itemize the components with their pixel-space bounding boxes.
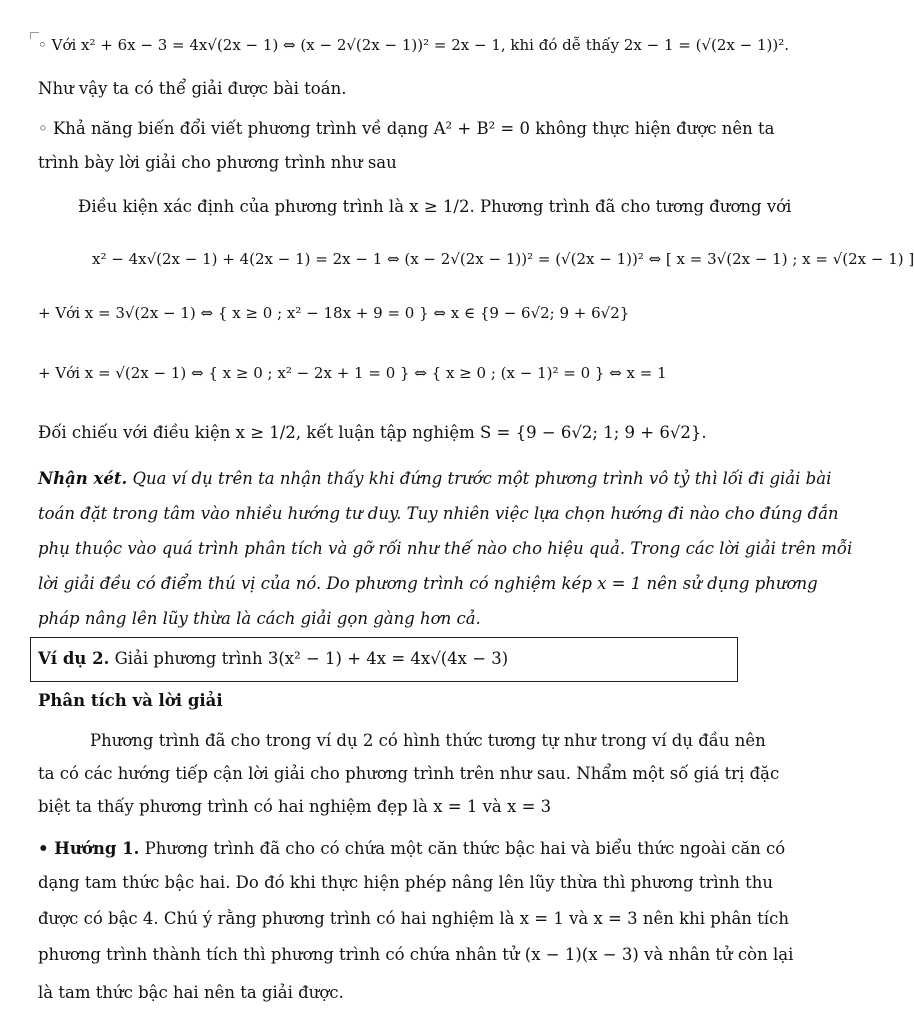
remark-line: lời giải đều có điểm thú vị của nó. Do phương trình có nghiệm kép x = 1 nên sử dụng phương <box>38 574 818 593</box>
analysis-line: biệt ta thấy phương trình có hai nghiệm đẹp là x = 1 và x = 3 <box>38 797 552 816</box>
example-label: Ví dụ 2. <box>38 649 110 668</box>
analysis-line: ta có các hướng tiếp cận lời giải cho phương trình trên như sau. Nhẩm một số giá trị đặc <box>38 764 780 783</box>
text-line: Như vậy ta có thể giải được bài toán. <box>38 79 347 98</box>
direction-label: • Hướng 1. <box>38 839 140 858</box>
remark-label: Nhận xét. <box>38 469 128 488</box>
equation-line: x² − 4x√(2x − 1) + 4(2x − 1) = 2x − 1 ⇔ (x − 2√(2x − 1))² = (√(2x − 1))² ⇔ [ x = 3√(2x − 1) ; x = √(2x − 1) ] <box>92 250 914 268</box>
direction-line: dạng tam thức bậc hai. Do đó khi thực hiện phép nâng lên lũy thừa thì phương trình thu <box>38 873 774 892</box>
text-line: ◦ Khả năng biến đổi viết phương trình về dạng A² + B² = 0 không thực hiện được nên ta <box>38 119 775 138</box>
direction-line: là tam thức bậc hai nên ta giải được. <box>38 983 344 1002</box>
equation-line: + Với x = √(2x − 1) ⇔ { x ≥ 0 ; x² − 2x + 1 = 0 } ⇔ { x ≥ 0 ; (x − 1)² = 0 } ⇔ x = 1 <box>38 364 667 382</box>
remark-line: pháp nâng lên lũy thừa là cách giải gọn gàng hơn cả. <box>38 609 481 628</box>
analysis-line: Phương trình đã cho trong ví dụ 2 có hình thức tương tự như trong ví dụ đầu nên <box>90 731 766 750</box>
example-line <box>38 648 732 670</box>
text-line: Đối chiếu với điều kiện x ≥ 1/2, kết luận tập nghiệm S = {9 − 6√2; 1; 9 + 6√2}. <box>38 423 707 442</box>
text-line: Điều kiện xác định của phương trình là x ≥ 1/2. Phương trình đã cho tương đương với <box>78 197 792 216</box>
equation-line: + Với x = 3√(2x − 1) ⇔ { x ≥ 0 ; x² − 18x + 9 = 0 } ⇔ x ∈ {9 − 6√2; 9 + 6√2} <box>38 304 630 322</box>
text-line: ◦ Với x² + 6x − 3 = 4x√(2x − 1) ⇔ (x − 2√(2x − 1))² = 2x − 1, khi đó dễ thấy 2x − 1 = (√(2x − 1))². <box>38 36 790 54</box>
remark-line: phụ thuộc vào quá trình phân tích và gỡ rối như thế nào cho hiệu quả. Trong các lời giải trên mỗi <box>38 539 853 558</box>
direction-text: Phương trình đã cho có chứa một căn thức bậc hai và biểu thức ngoài căn có <box>144 839 786 858</box>
remark-line: toán đặt trong tâm vào nhiều hướng tư duy. Tuy nhiên việc lựa chọn hướng đi nào cho đúng đắn <box>38 504 839 523</box>
direction-line: phương trình thành tích thì phương trình có chứa nhân tử (x − 1)(x − 3) và nhân tử còn lại <box>38 945 794 964</box>
remark-text: Qua ví dụ trên ta nhận thấy khi đứng trước một phương trình vô tỷ thì lối đi giải bài <box>132 469 832 488</box>
text-line: trình bày lời giải cho phương trình như sau <box>38 153 397 172</box>
direction-line <box>38 838 786 860</box>
direction-line: được có bậc 4. Chú ý rằng phương trình có hai nghiệm là x = 1 và x = 3 nên khi phân tích <box>38 909 789 928</box>
section-heading: Phân tích và lời giải <box>38 691 223 710</box>
example-text: Giải phương trình 3(x² − 1) + 4x = 4x√(4x − 3) <box>114 649 509 668</box>
remark-line <box>38 468 832 490</box>
